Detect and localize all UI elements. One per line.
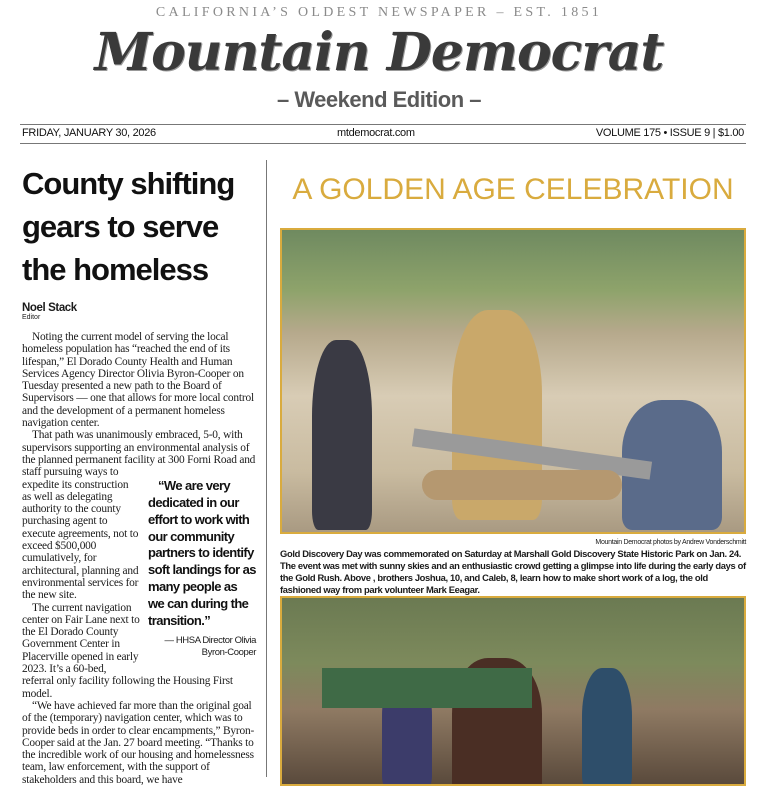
- feature-story: [280, 160, 746, 596]
- article-body: [22, 331, 256, 786]
- author-name: Noel Stack: [22, 302, 77, 314]
- issue-date: FRIDAY, JANUARY 30, 2026: [22, 127, 156, 139]
- website-link[interactable]: mtdemocrat.com: [337, 127, 415, 139]
- photo-credit: Mountain Democrat photos by Andrew Vonderschmitt: [595, 539, 746, 546]
- issue-info: VOLUME 175 • ISSUE 9 | $1.00: [595, 127, 744, 139]
- feature-photo-log-sawing[interactable]: [280, 228, 746, 534]
- divider: [20, 143, 746, 144]
- paragraph-text: That path was unanimously embraced, 5-0, with supervisors supporting an environmental analysis of the planned permanent facility at: [22, 429, 250, 466]
- paragraph: Noting the current model of serving the local homeless population has “reached the end of its lifespan,” El Dorado County Health and Human Services Agency Director Olivia Byron-Cooper on Tuesday presented a new path to the Board of Supervisors — one that allows for more local control and the development of a permanent homeless navigation center.: [22, 331, 254, 430]
- feature-headline[interactable]: A GOLDEN AGE CELEBRATION: [292, 173, 734, 206]
- photo-caption: Gold Discovery Day was commemorated on Saturday at Marshall Gold Discovery State Historic Park on Jan. 24. The event was met with sunny skies and an enthusiastic crowd getting a glimpse into life during the early days of the Gold Rush. Above , brothers Joshua, 10, and Caleb, 8, learn how to make short work of a log, the old fashioned way from park volunteer Mark Eeagar.: [280, 548, 746, 595]
- column-divider: [266, 160, 267, 777]
- divider: [20, 124, 746, 125]
- author-role: Editor: [22, 314, 41, 321]
- pull-quote-text: “We are very dedicated in our effort to work with our community partners to identify soft landings for as many people as we can during the transition.”: [148, 478, 256, 628]
- pull-quote: [148, 478, 256, 659]
- lead-headline[interactable]: County shifting gears to serve the homeless: [22, 166, 235, 287]
- paragraph: “We have achieved far more than the original goal of the (temporary) navigation center, which was to provide beds in order to clear encampments,” Byron-Cooper said at the Jan. 27 board meeting. “Thanks to the incredible work of our housing and homelessness team, law enforcement, with the support of stakeholders and this board, we have: [22, 699, 255, 786]
- dateline: [22, 127, 744, 139]
- masthead-logo: Mountain Democrat: [94, 22, 664, 83]
- paragraph-text: 300 Forni Road and staff pursuing ways to expedite its construction as well as delegating authority to the county purchasing agent to execute agreements, not to exceed $500,000 cumulatively, for architectural, planning and environmental services for the new site.: [22, 453, 256, 602]
- edition-label: – Weekend Edition –: [276, 87, 482, 112]
- pull-quote-attribution: — HHSA Director Olivia Byron-Cooper: [164, 635, 256, 659]
- lead-story: [22, 162, 256, 786]
- masthead-tagline: CALIFORNIA’S OLDEST NEWSPAPER – EST. 1851: [155, 5, 603, 20]
- paragraph: The current navigation center on Fair Lane next to the El Dorado County Government Center in Placerville opened in early 2023. It’s a 60-bed, referral only facility following the Housing First model.: [22, 601, 233, 700]
- feature-photo-crowd[interactable]: [280, 596, 746, 786]
